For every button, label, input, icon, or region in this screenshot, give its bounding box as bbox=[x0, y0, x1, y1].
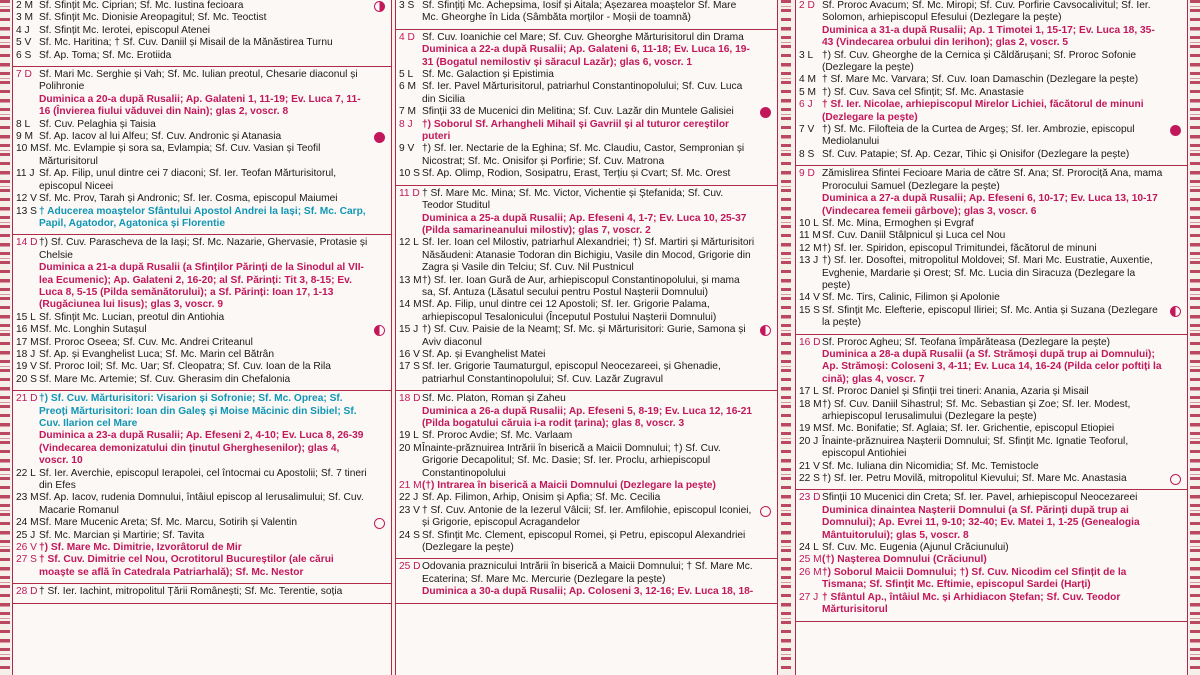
sunday-readings-row bbox=[396, 213, 777, 238]
day-entry-text: Sf. Ier. Averchie, episcopul Ierapolei, cel întocmai cu Apostolii; Sf. 7 tineri din Efes bbox=[39, 467, 367, 492]
day-row bbox=[796, 305, 1187, 330]
day-entry-text: † Sf. Mare Mc. Mina; Sf. Mc. Victor, Vichentie și Ștefanida; Sf. Cuv. Teodor Studitul bbox=[422, 187, 724, 212]
day-label: 16 V bbox=[399, 348, 420, 360]
day-label: 24 L bbox=[799, 542, 819, 554]
day-entry-text: †) Sf. Cuv. Parascheva de la Iași; Sf. Mc. Nazarie, Ghervasie, Protasie și Chelsie bbox=[39, 237, 368, 261]
week-block bbox=[13, 584, 391, 603]
day-label: 4 D bbox=[399, 31, 415, 43]
sunday-readings-row bbox=[796, 349, 1187, 386]
moon-phase-icon bbox=[374, 132, 385, 143]
calendar-column-december bbox=[795, 0, 1188, 675]
day-entry-text: Sf. Ap. Filip, unul dintre cei 12 Apostoli; Sf. Ier. Grigorie Palama, arhiepiscopul Tesalonicului (Începutul Postului Nașterii Domnului) bbox=[422, 299, 717, 323]
day-row bbox=[396, 32, 777, 44]
sunday-readings-row bbox=[396, 406, 777, 431]
sunday-readings-row bbox=[796, 25, 1187, 50]
day-entry-text: †) Sf. Ier. Dosoftei, mitropolitul Moldovei; Sf. Mari Mc. Eustratie, Auxentie, Evghenie, Mardarie și Orest; Sf. Mc. Lucia din Siracuza (Dezlegare la pește) bbox=[822, 255, 1153, 291]
day-label: 4 J bbox=[16, 24, 30, 36]
day-entry-text: Sf. Mc. Marcian și Martirie; Sf. Tavita bbox=[39, 529, 205, 541]
week-block bbox=[13, 235, 391, 391]
day-entry-text: Sf. Sfințit Mc. Ciprian; Sf. Mc. Iustina fecioara bbox=[39, 0, 244, 11]
day-label: 27 J bbox=[799, 591, 819, 603]
day-row bbox=[13, 374, 391, 386]
day-label: 26 V bbox=[16, 542, 37, 554]
day-label: 4 M bbox=[799, 74, 816, 86]
day-row bbox=[396, 143, 777, 168]
day-row bbox=[13, 492, 391, 517]
calendar-column-october bbox=[12, 0, 392, 675]
day-row bbox=[396, 561, 777, 586]
day-label: 18 J bbox=[16, 348, 36, 360]
day-row bbox=[796, 74, 1187, 86]
day-entry-text: Sf. Sfințiți Mc. Achepsima, Iosif și Aitala; Așezarea moaștelor Sf. Mare Mc. Gheorghe în Lida (Sâmbăta morților - Moșii de toamnă) bbox=[422, 0, 737, 24]
day-label: 7 D bbox=[16, 69, 32, 81]
day-row bbox=[13, 50, 391, 62]
day-entry-text: Sf. Sfințit Mc. Elefterie, episcopul Iliriei; Sf. Mc. Antia și Suzana (Dezlegare la pește) bbox=[822, 304, 1158, 329]
day-entry-text: Sf. Cuv. Pelaghia și Taisia bbox=[39, 118, 156, 130]
day-row bbox=[13, 554, 391, 579]
day-entry-text: Sf. Proroc Avdie; Sf. Mc. Varlaam bbox=[422, 430, 573, 442]
day-label: 18 M bbox=[799, 398, 822, 410]
day-row bbox=[796, 423, 1187, 435]
day-label: 10 L bbox=[799, 217, 819, 229]
day-label: 23 D bbox=[799, 492, 821, 504]
day-label: 21 V bbox=[799, 460, 820, 472]
day-entry-text: †) Sf. Ier. Petru Movilă, mitropolitul Kievului; Sf. Mare Mc. Anastasia bbox=[822, 473, 1127, 485]
week-block bbox=[796, 0, 1187, 166]
day-row bbox=[796, 243, 1187, 255]
week-block bbox=[396, 0, 777, 30]
day-label bbox=[796, 505, 822, 542]
week-block bbox=[13, 391, 391, 584]
day-label: 17 L bbox=[799, 386, 819, 398]
decorative-border-mid-2 bbox=[781, 0, 791, 675]
day-row bbox=[396, 106, 777, 118]
day-entry-text: Sf. Proroc Agheu; Sf. Teofana împărăteasa (Dezlegare la pește) bbox=[822, 336, 1111, 348]
day-entry-text: Duminica dinaintea Nașterii Domnului (a Sf. Părinți după trup ai Domnului); Ap. Evrei 11, 9-10; 32-40; Ev. Matei 1, 1-25 (Genealogia Mântuitorului); glas 5, voscr. 8 bbox=[822, 504, 1140, 541]
day-entry-text: Sf. Sfințit Mc. Dionisie Areopagitul; Sf. Mc. Teoctist bbox=[39, 12, 267, 24]
day-label: 9 D bbox=[799, 168, 815, 180]
day-row bbox=[396, 443, 777, 480]
week-block bbox=[396, 559, 777, 603]
day-row bbox=[796, 50, 1187, 75]
day-row bbox=[13, 69, 391, 94]
sunday-readings-row bbox=[396, 44, 777, 69]
day-row bbox=[796, 399, 1187, 424]
decorative-border-right bbox=[1190, 0, 1200, 675]
day-label: 28 D bbox=[16, 586, 38, 598]
day-row bbox=[13, 361, 391, 373]
day-label: 21 M bbox=[399, 480, 422, 492]
day-entry-text: Sf. Mc. Platon, Roman și Zaheu bbox=[422, 393, 566, 405]
day-label bbox=[13, 94, 39, 119]
day-label bbox=[796, 193, 822, 218]
day-row bbox=[396, 81, 777, 106]
moon-phase-icon bbox=[374, 1, 385, 12]
day-row bbox=[396, 237, 777, 274]
day-entry-text: † Sf. Cuv. Antonie de la Iezerul Vâlcii; Sf. Ier. Amfilohie, episcopul Iconiei, și Grigorie, episcopul Acragandelor bbox=[422, 504, 752, 529]
day-label: 14 M bbox=[399, 299, 422, 311]
day-label: 15 J bbox=[399, 324, 419, 336]
day-entry-text: Sf. Mc. Prov, Tarah și Andronic; Sf. Ier. Cosma, episcopul Maiumei bbox=[39, 193, 338, 205]
day-label: 16 M bbox=[16, 324, 39, 336]
day-row bbox=[796, 255, 1187, 292]
day-label: 17 S bbox=[399, 361, 420, 373]
day-entry-text: Duminica a 30-a după Rusalii; Ap. Coloseni 3, 12-16; Ev. Luca 18, 18- bbox=[422, 586, 754, 598]
day-row bbox=[796, 567, 1187, 592]
day-entry-text: Înainte-prăznuirea Intrării în biserică a Maicii Domnului; †) Sf. Cuv. Grigorie Decapolitul; Sf. Mc. Dasie; Sf. Ier. Proclu, arhiepiscopul Constantinopolului bbox=[422, 442, 721, 479]
day-label: 6 S bbox=[16, 49, 32, 61]
day-label: 19 L bbox=[399, 430, 419, 442]
day-label: 11 M bbox=[799, 230, 821, 242]
day-row bbox=[13, 37, 391, 49]
day-row bbox=[13, 393, 391, 430]
week-block bbox=[396, 186, 777, 392]
day-entry-text: † Sf. Mare Mc. Varvara; Sf. Cuv. Ioan Damaschin (Dezlegare la pește) bbox=[822, 74, 1139, 86]
day-label: 22 L bbox=[16, 467, 36, 479]
day-row bbox=[13, 25, 391, 37]
day-entry-text: Sfinții 10 Mucenici din Creta; Sf. Ier. Pavel, arhiepiscopul Neocezareei bbox=[822, 492, 1138, 504]
day-label bbox=[13, 430, 39, 467]
day-label: 12 L bbox=[399, 237, 419, 249]
day-entry-text: Sf. Cuv. Patapie; Sf. Ap. Cezar, Tihic și Onisifor (Dezlegare la pește) bbox=[822, 148, 1130, 160]
day-entry-text: †) Sf. Cuv. Sava cel Sfințit; Sf. Mc. Anastasie bbox=[822, 86, 1024, 98]
day-label: 20 M bbox=[399, 442, 422, 454]
day-row bbox=[396, 324, 777, 349]
day-entry-text: (†) Intrarea în biserică a Maicii Domnului (Dezlegare la pește) bbox=[422, 480, 716, 492]
day-entry-text: Duminica a 22-a după Rusalii; Ap. Galateni 6, 11-18; Ev. Luca 16, 19-31 (Bogatul nemilostiv și săracul Lazăr); glas 6, voscr. 1 bbox=[422, 44, 750, 68]
day-entry-text: Duminica a 26-a după Rusalii; Ap. Efeseni 5, 8-19; Ev. Luca 12, 16-21 (Pilda bogatului căruia i-a rodit țarina); glas 8, voscr. 3 bbox=[422, 405, 753, 429]
day-entry-text: Sf. Proroc Ioil; Sf. Mc. Uar; Sf. Cleopatra; Sf. Cuv. Ioan de la Rila bbox=[39, 361, 331, 373]
day-row bbox=[396, 0, 777, 25]
day-label: 11 D bbox=[399, 187, 420, 199]
day-entry-text: Sf. Ap. și Evanghelist Luca; Sf. Mc. Marin cel Bătrân bbox=[39, 348, 274, 360]
day-label: 9 V bbox=[399, 143, 415, 155]
day-row bbox=[796, 461, 1187, 473]
day-label: 26 M bbox=[799, 566, 822, 578]
day-entry-text: Odovania praznicului Intrării în biserică a Maicii Domnului; † Sf. Mare Mc. Ecaterina; Sf. Mare Mc. Mercurie (Dezlegare la pește) bbox=[422, 561, 753, 585]
day-entry-text: †) Sf. Cuv. Gheorghe de la Cernica și Căldărușani; Sf. Proroc Sofonie (Dezlegare la pește) bbox=[822, 49, 1137, 74]
day-label: 14 V bbox=[799, 292, 820, 304]
day-entry-text: Sf. Proroc Oseea; Sf. Cuv. Mc. Andrei Criteanul bbox=[39, 336, 253, 348]
day-label bbox=[13, 262, 39, 312]
day-entry-text: Sf. Mare Mc. Artemie; Sf. Cuv. Gherasim din Chefalonia bbox=[39, 373, 291, 385]
day-row bbox=[396, 69, 777, 81]
day-label: 2 M bbox=[16, 0, 33, 11]
day-row bbox=[396, 492, 777, 504]
day-row bbox=[13, 119, 391, 131]
day-entry-text: † Aducerea moaștelor Sfântului Apostol Andrei la Iași; Sf. Mc. Carp, Papil, Agatodor, Agatonica și Florentie bbox=[39, 205, 366, 229]
calendar-column-november bbox=[395, 0, 778, 675]
day-label bbox=[796, 349, 822, 386]
day-entry-text: Sf. Ap. Iacov al lui Alfeu; Sf. Cuv. Andronic și Atanasia bbox=[39, 131, 282, 143]
day-label: 24 M bbox=[16, 517, 39, 529]
day-label: 13 J bbox=[799, 255, 819, 267]
day-label: 15 S bbox=[799, 304, 820, 316]
day-row bbox=[796, 337, 1187, 349]
day-entry-text: Duminica a 28-a după Rusalii (a Sf. Strămoși după trup ai Domnului); Ap. Strămoși: Coloseni 3, 4-11; Ev. Luca 14, 16-24 (Pilda celor poftiți la cină); glas 4, voscr. 7 bbox=[822, 348, 1162, 385]
day-entry-text: Duminica a 27-a după Rusalii; Ap. Efeseni 6, 10-17; Ev. Luca 13, 10-17 (Vindecarea femeii gârbove); glas 3, voscr. 6 bbox=[822, 193, 1158, 217]
day-entry-text: †) Sf. Ier. Nectarie de la Eghina; Sf. Mc. Claudiu, Castor, Sempronian și Nicostrat; Sf. Mc. Onisifor și Porfirie; Sf. Cuv. Matrona bbox=[422, 143, 745, 167]
week-block bbox=[796, 166, 1187, 334]
day-entry-text: †) Sf. Mare Mc. Dimitrie, Izvorâtorul de Mir bbox=[39, 542, 242, 554]
day-row bbox=[796, 124, 1187, 149]
day-label: 20 S bbox=[16, 373, 37, 385]
day-label bbox=[396, 213, 422, 238]
day-entry-text: † Sf. Cuv. Dimitrie cel Nou, Ocrotitorul Bucureștilor (ale cărui moaște se află în Catedrala Patriarhală); Sf. Mc. Nestor bbox=[39, 554, 334, 578]
decorative-border-left bbox=[0, 0, 10, 675]
day-entry-text: Duminica a 31-a după Rusalii; Ap. 1 Timotei 1, 15-17; Ev. Luca 18, 35-43 (Vindecarea orbului din Ierihon); glas 2, voscr. 5 bbox=[822, 24, 1155, 49]
day-row bbox=[13, 12, 391, 24]
week-block bbox=[13, 67, 391, 235]
day-row bbox=[796, 218, 1187, 230]
day-label: 3 L bbox=[799, 49, 814, 61]
day-entry-text: Sf. Mc. Mina, Ermoghen și Evgraf bbox=[822, 217, 974, 229]
day-label: 8 L bbox=[16, 118, 31, 130]
day-entry-text: (†) Nașterea Domnului (Crăciunul) bbox=[822, 554, 987, 566]
day-label: 5 V bbox=[16, 37, 32, 49]
day-row bbox=[796, 168, 1187, 193]
day-label bbox=[796, 25, 822, 50]
day-entry-text: Sf. Mc. Galaction și Epistimia bbox=[422, 69, 554, 81]
week-block bbox=[796, 335, 1187, 491]
week-block bbox=[396, 30, 777, 186]
day-label: 13 S bbox=[16, 205, 37, 217]
day-label: 9 M bbox=[16, 131, 33, 143]
day-label: 10 M bbox=[16, 143, 39, 155]
day-label: 27 S bbox=[16, 554, 37, 566]
day-row bbox=[13, 586, 391, 598]
day-entry-text: †) Sf. Cuv. Mărturisitori: Visarion și Sofronie; Sf. Mc. Oprea; Sf. Preoți Mărturisitori: Ioan din Galeș și Moise Măcinic din Sibiel; Sf. Cuv. Ilarion cel Mare bbox=[39, 393, 357, 429]
week-block bbox=[396, 391, 777, 559]
moon-phase-icon bbox=[1170, 474, 1181, 485]
day-row bbox=[396, 168, 777, 180]
day-row bbox=[396, 188, 777, 213]
day-entry-text: Sf. Ap. Filip, unul dintre cei 7 diaconi; Sf. Ier. Teofan Mărturisitorul, episcopul Niceei bbox=[39, 168, 337, 192]
day-label: 22 S bbox=[799, 473, 820, 485]
sunday-readings-row bbox=[796, 505, 1187, 542]
day-entry-text: Sf. Sfințit Mc. Ierotei, episcopul Atenei bbox=[39, 24, 211, 36]
day-row bbox=[396, 430, 777, 442]
day-label: 3 S bbox=[399, 0, 415, 11]
day-label bbox=[396, 586, 422, 598]
day-entry-text: Sf. Cuv. Daniil Stâlpnicul și Luca cel Nou bbox=[822, 230, 1006, 242]
day-row bbox=[396, 361, 777, 386]
day-row bbox=[13, 193, 391, 205]
sunday-readings-row bbox=[13, 262, 391, 312]
day-row bbox=[796, 554, 1187, 566]
day-entry-text: Sf. Mc. Evlampie și sora sa, Evlampia; Sf. Cuv. Vasian și Teofil Mărturisitorul bbox=[39, 143, 321, 167]
day-entry-text: Sf. Proroc Avacum; Sf. Mc. Miropi; Sf. Cuv. Porfirie Cavsocalivitul; Sf. Ier. Solomon, arhiepiscopul Efesului (Dezlegare la pește) bbox=[822, 0, 1151, 24]
day-label bbox=[396, 44, 422, 69]
day-label: 10 S bbox=[399, 168, 420, 180]
day-label: 16 D bbox=[799, 336, 821, 348]
day-row bbox=[396, 530, 777, 555]
day-label: 3 M bbox=[16, 12, 33, 24]
day-entry-text: Sf. Mc. Haritina; † Sf. Cuv. Daniil și Misail de la Mănăstirea Turnu bbox=[39, 37, 333, 49]
day-row bbox=[796, 492, 1187, 504]
day-row bbox=[396, 349, 777, 361]
day-label: 13 M bbox=[399, 274, 422, 286]
day-row bbox=[13, 349, 391, 361]
day-row bbox=[13, 0, 391, 12]
day-row bbox=[13, 143, 391, 168]
day-entry-text: Sfinții 33 de Mucenici din Melitina; Sf. Cuv. Lazăr din Muntele Galisiei bbox=[422, 106, 734, 118]
day-entry-text: Sf. Ier. Pavel Mărturisitorul, patriarhul Constantinopolului; Sf. Cuv. Luca din Sicilia bbox=[422, 81, 743, 105]
day-row bbox=[796, 386, 1187, 398]
day-row bbox=[13, 337, 391, 349]
day-entry-text: Duminica a 21-a după Rusalii (a Sfinților Părinți de la Sinodul al VII-lea Ecumenic); Ap. Galateni 2, 16-20; al Sf. Părinți: Tit 3, 8-15; Ev. Luca 8, 5-15 (Pilda semănătorului); a Sf. Părinți: Ioan 17, 1-13 (Rugăciunea lui Iisus); glas 3, voscr. 9 bbox=[39, 262, 364, 311]
day-row bbox=[13, 131, 391, 143]
day-row bbox=[13, 237, 391, 262]
day-label: 24 S bbox=[399, 529, 420, 541]
day-row bbox=[796, 292, 1187, 304]
day-row bbox=[796, 149, 1187, 161]
day-label: 17 M bbox=[16, 336, 39, 348]
day-label: 23 M bbox=[16, 492, 39, 504]
day-label: 7 M bbox=[399, 106, 416, 118]
day-label: 23 V bbox=[399, 504, 420, 516]
day-entry-text: Sf. Ap. Toma; Sf. Mc. Erotiida bbox=[39, 49, 172, 61]
day-label: 7 V bbox=[799, 124, 815, 136]
day-row bbox=[796, 230, 1187, 242]
day-entry-text: Sf. Proroc Daniel și Sfinții trei tineri: Anania, Azaria și Misail bbox=[822, 386, 1089, 398]
day-entry-text: Sf. Mari Mc. Serghie și Vah; Sf. Mc. Iulian preotul, Chesarie diaconul și Polihronie bbox=[39, 69, 358, 93]
day-label: 18 D bbox=[399, 393, 421, 405]
day-entry-text: Înainte-prăznuirea Nașterii Domnului; Sf. Sfințit Mc. Ignatie Teoforul, episcopul Antiohiei bbox=[822, 435, 1129, 460]
day-row bbox=[13, 206, 391, 231]
day-row bbox=[396, 275, 777, 300]
day-label: 20 J bbox=[799, 435, 819, 447]
day-label: 25 D bbox=[399, 561, 421, 573]
day-entry-text: †) Sf. Cuv. Daniil Sihastrul; Sf. Mc. Sebastian și Zoe; Sf. Ier. Modest, arhiepiscopul Ierusalimului (Dezlegare la pește) bbox=[822, 398, 1131, 422]
day-entry-text: Sf. Ap. Iacov, rudenia Domnului, întâiul episcop al Ierusalimului; Sf. Cuv. Macarie Romanul bbox=[39, 492, 364, 516]
day-entry-text: Sf. Mc. Iuliana din Nicomidia; Sf. Mc. Temistocle bbox=[822, 460, 1039, 472]
day-label: 5 M bbox=[799, 86, 816, 98]
week-block bbox=[796, 490, 1187, 621]
day-label: 19 M bbox=[799, 423, 822, 435]
day-label: 11 J bbox=[16, 168, 35, 180]
day-row bbox=[396, 119, 777, 144]
sunday-readings-row bbox=[13, 430, 391, 467]
day-entry-text: †) Sf. Mc. Filofteia de la Curtea de Argeș; Sf. Ier. Ambrozie, episcopul Mediolanului bbox=[822, 124, 1135, 148]
day-label: 22 J bbox=[399, 492, 419, 504]
day-label: 6 M bbox=[399, 81, 416, 93]
day-row bbox=[396, 480, 777, 492]
day-entry-text: Sf. Cuv. Mc. Eugenia (Ajunul Crăciunului) bbox=[822, 542, 1009, 554]
day-entry-text: Duminica a 25-a după Rusalii; Ap. Efeseni 4, 1-7; Ev. Luca 10, 25-37 (Pilda samarineanului milostiv); glas 7, voscr. 2 bbox=[422, 212, 747, 236]
day-entry-text: Sf. Mc. Bonifatie; Sf. Aglaia; Sf. Ier. Grichentie, episcopul Etiopiei bbox=[822, 423, 1115, 435]
day-label: 15 L bbox=[16, 311, 36, 323]
week-block bbox=[13, 0, 391, 67]
day-label: 14 D bbox=[16, 237, 38, 249]
moon-phase-icon bbox=[1170, 125, 1181, 136]
day-row bbox=[796, 0, 1187, 25]
day-row bbox=[396, 299, 777, 324]
day-label: 5 L bbox=[399, 69, 414, 81]
day-label: 8 J bbox=[399, 118, 413, 130]
day-row bbox=[13, 468, 391, 493]
day-entry-text: Sf. Mc. Tirs, Calinic, Filimon și Apolonie bbox=[822, 292, 1000, 304]
day-label: 21 D bbox=[16, 393, 38, 405]
day-entry-text: †) Soborul Maicii Domnului; †) Sf. Cuv. Nicodim cel Sfințit de la Tismana; Sf. Sfințit Mc. Eftimie, episcopul Sardei (Harți) bbox=[822, 566, 1127, 591]
day-entry-text: † Sf. Ier. Iachint, mitropolitul Țării Românești; Sf. Mc. Terentie, soția bbox=[39, 586, 343, 598]
day-row bbox=[13, 312, 391, 324]
day-entry-text: †) Sf. Ier. Ioan Gură de Aur, arhiepiscopul Constantinopolului, și mama sa, Sf. Antuza (Lăsatul secului pentru Postul Nașterii Domnului) bbox=[422, 274, 740, 298]
day-row bbox=[13, 517, 391, 529]
day-entry-text: †) Sf. Ier. Spiridon, episcopul Trimitundei, făcătorul de minuni bbox=[822, 242, 1097, 254]
day-row bbox=[796, 436, 1187, 461]
day-label: 2 D bbox=[799, 0, 815, 11]
day-row bbox=[796, 542, 1187, 554]
day-entry-text: Zămislirea Sfintei Fecioare Maria de către Sf. Ana; Sf. Prorociță Ana, mama Prorocului Samuel (Dezlegare la pește) bbox=[822, 168, 1163, 192]
day-label bbox=[396, 406, 422, 431]
day-entry-text: † Sf. Ier. Nicolae, arhiepiscopul Mirelor Lichiei, făcătorul de minuni (Dezlegare la pește) bbox=[822, 99, 1144, 123]
day-label: 6 J bbox=[799, 99, 813, 111]
day-entry-text: Sf. Cuv. Ioanichie cel Mare; Sf. Cuv. Gheorghe Mărturisitorul din Drama bbox=[422, 31, 744, 43]
day-entry-text: Sf. Sfințit Mc. Lucian, preotul din Antiohia bbox=[39, 311, 225, 323]
day-entry-text: † Sfântul Ap., întâiul Mc. și Arhidiacon Ștefan; Sf. Cuv. Teodor Mărturisitorul bbox=[822, 591, 1121, 616]
day-label: 12 M bbox=[799, 242, 822, 254]
sunday-readings-row bbox=[796, 193, 1187, 218]
day-row bbox=[796, 99, 1187, 124]
day-row bbox=[13, 530, 391, 542]
day-label: 8 S bbox=[799, 148, 815, 160]
day-label: 19 V bbox=[16, 361, 37, 373]
day-label: 25 J bbox=[16, 529, 36, 541]
day-row bbox=[796, 592, 1187, 617]
day-entry-text: Sf. Mare Mucenic Areta; Sf. Mc. Marcu, Sotirih și Valentin bbox=[39, 517, 297, 529]
day-entry-text: †) Sf. Cuv. Paisie de la Neamț; Sf. Mc. și Mărturisitori: Gurie, Samona și Aviv diaconul bbox=[422, 324, 746, 348]
day-entry-text: Sf. Sfințit Mc. Clement, episcopul Romei, și Petru, episcopul Alexandriei (Dezlegare la pește) bbox=[422, 529, 746, 554]
day-entry-text: Sf. Ap. Filimon, Arhip, Onisim și Apfia; Sf. Mc. Cecilia bbox=[422, 492, 661, 504]
day-row bbox=[396, 505, 777, 530]
day-entry-text: Sf. Ier. Ioan cel Milostiv, patriarhul Alexandriei; †) Sf. Martiri și Mărturisitori Năsăudeni: Atanasie Todoran din Bichigiu, Vasile din Mocod, Grigorie din Zagra și Vasile din Telciu; Sf. Cuv. Nil Pustnicul bbox=[422, 237, 755, 274]
day-row bbox=[13, 324, 391, 336]
moon-phase-icon bbox=[1170, 306, 1181, 317]
day-entry-text: Sf. Ap. Olimp, Rodion, Sosipatru, Erast, Terțiu și Cvart; Sf. Mc. Orest bbox=[422, 168, 731, 180]
day-entry-text: Sf. Ier. Grigorie Taumaturgul, episcopul Neocezareei, și Ghenadie, patriarhul Constantinopolului; Sf. Cuv. Lazăr Zugravul bbox=[422, 361, 721, 385]
sunday-readings-row bbox=[13, 94, 391, 119]
day-row bbox=[396, 393, 777, 405]
day-row bbox=[796, 473, 1187, 485]
day-row bbox=[13, 168, 391, 193]
day-row bbox=[13, 542, 391, 554]
day-label: 12 V bbox=[16, 193, 37, 205]
day-entry-text: Duminica a 23-a după Rusalii; Ap. Efeseni 2, 4-10; Ev. Luca 8, 26-39 (Vindecarea demonizatului din ținutul Gherghesenilor); glas 4, voscr. 10 bbox=[39, 430, 364, 467]
day-entry-text: Sf. Mc. Longhin Sutașul bbox=[39, 324, 147, 336]
day-row bbox=[796, 87, 1187, 99]
sunday-readings-row bbox=[396, 586, 777, 598]
day-entry-text: †) Soborul Sf. Arhangheli Mihail și Gavriil și al tuturor cereștilor puteri bbox=[422, 118, 730, 143]
day-entry-text: Sf. Ap. și Evanghelist Matei bbox=[422, 348, 546, 360]
moon-phase-icon bbox=[760, 506, 771, 517]
day-label: 25 M bbox=[799, 554, 822, 566]
day-entry-text: Duminica a 20-a după Rusalii; Ap. Galateni 1, 11-19; Ev. Luca 7, 11-16 (Învierea fiului văduvei din Nain); glas 2, voscr. 8 bbox=[39, 93, 361, 118]
